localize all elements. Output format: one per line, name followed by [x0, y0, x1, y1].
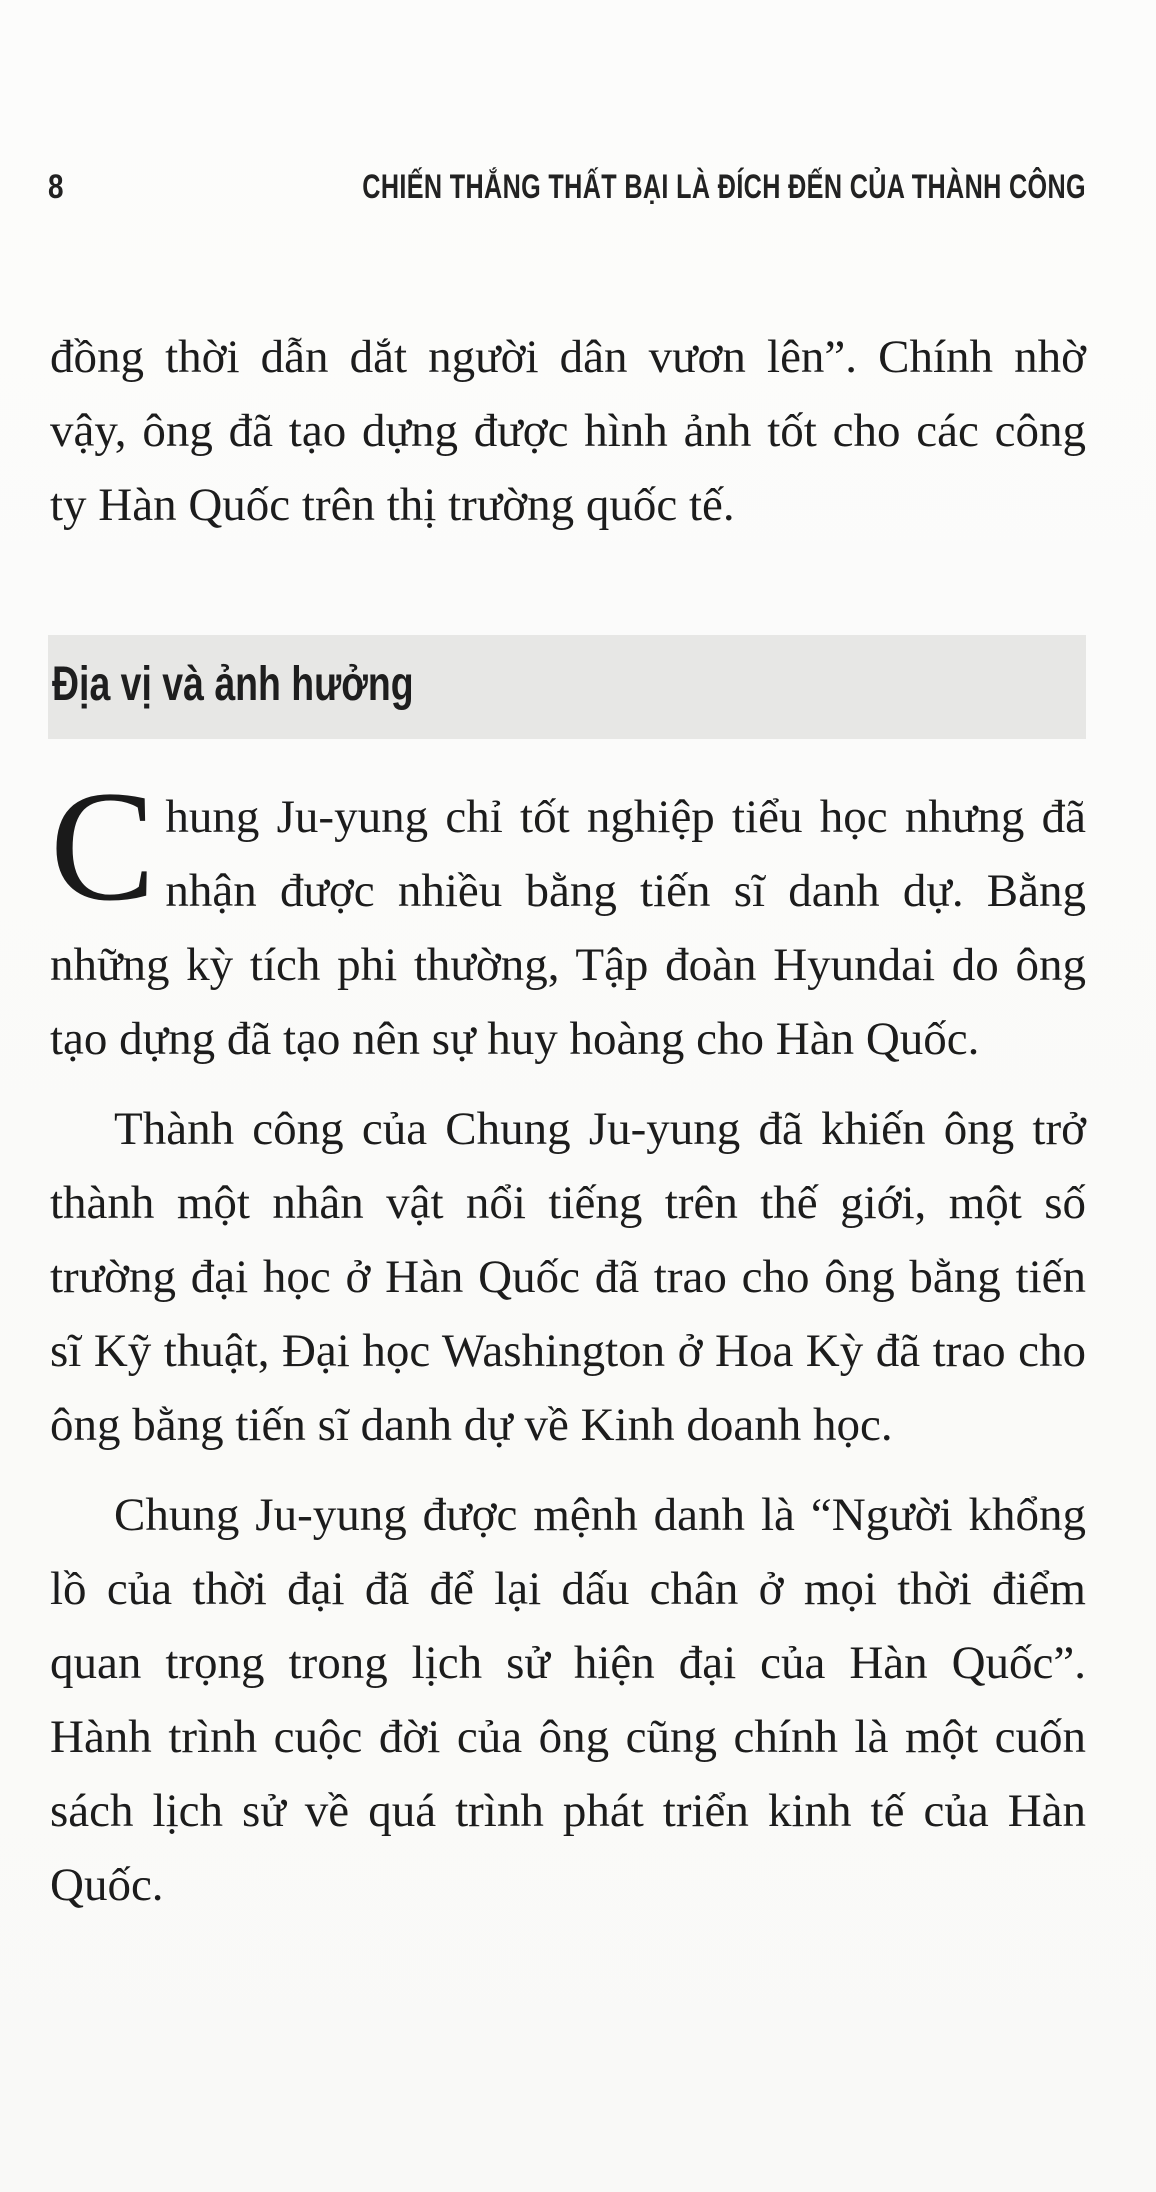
drop-cap: C [50, 759, 156, 934]
section-body [50, 759, 1086, 1938]
intro-paragraph: đồng thời dẫn dắt người dân vươn lên”. Chính nhờ vậy, ông đã tạo dựng được hình ảnh tốt cho các công ty Hàn Quốc trên thị trường quốc tế. [50, 331, 1086, 531]
paragraph-3: Chung Ju-yung được mệnh danh là “Người khổng lồ của thời đại đã để lại dấu chân ở mọi thời điểm quan trọng trong lịch sử hiện đại của Hàn Quốc”. Hành trình cuộc đời của ông cũng chính là một cuốn sách lịch sử về quá trình phát triển kinh tế của Hàn Quốc. [50, 1489, 1086, 1911]
section-heading-band [48, 635, 1086, 739]
page-number: 8 [48, 168, 64, 206]
paragraph-1-text: hung Ju-yung chỉ tốt nghiệp tiểu học nhưng đã nhận được nhiều bằng tiến sĩ danh dự. Bằng những kỳ tích phi thường, Tập đoàn Hyundai do ông tạo dựng đã tạo nên sự huy hoàng cho Hàn Quốc. [50, 791, 1086, 1065]
intro-paragraph-block [50, 320, 1086, 542]
section-title: Địa vị và ảnh hưởng [52, 658, 414, 711]
running-title: CHIẾN THẮNG THẤT BẠI LÀ ĐÍCH ĐẾN CỦA THÀNH CÔNG [362, 168, 1086, 206]
paragraph-1 [50, 759, 1086, 1076]
paragraph-2: Thành công của Chung Ju-yung đã khiến ông trở thành một nhân vật nổi tiếng trên thế giới, một số trường đại học ở Hàn Quốc đã trao cho ông bằng tiến sĩ Kỹ thuật, Đại học Washington ở Hoa Kỳ đã trao cho ông bằng tiến sĩ danh dự về Kinh doanh học. [50, 1103, 1086, 1451]
page-header [48, 160, 1086, 220]
